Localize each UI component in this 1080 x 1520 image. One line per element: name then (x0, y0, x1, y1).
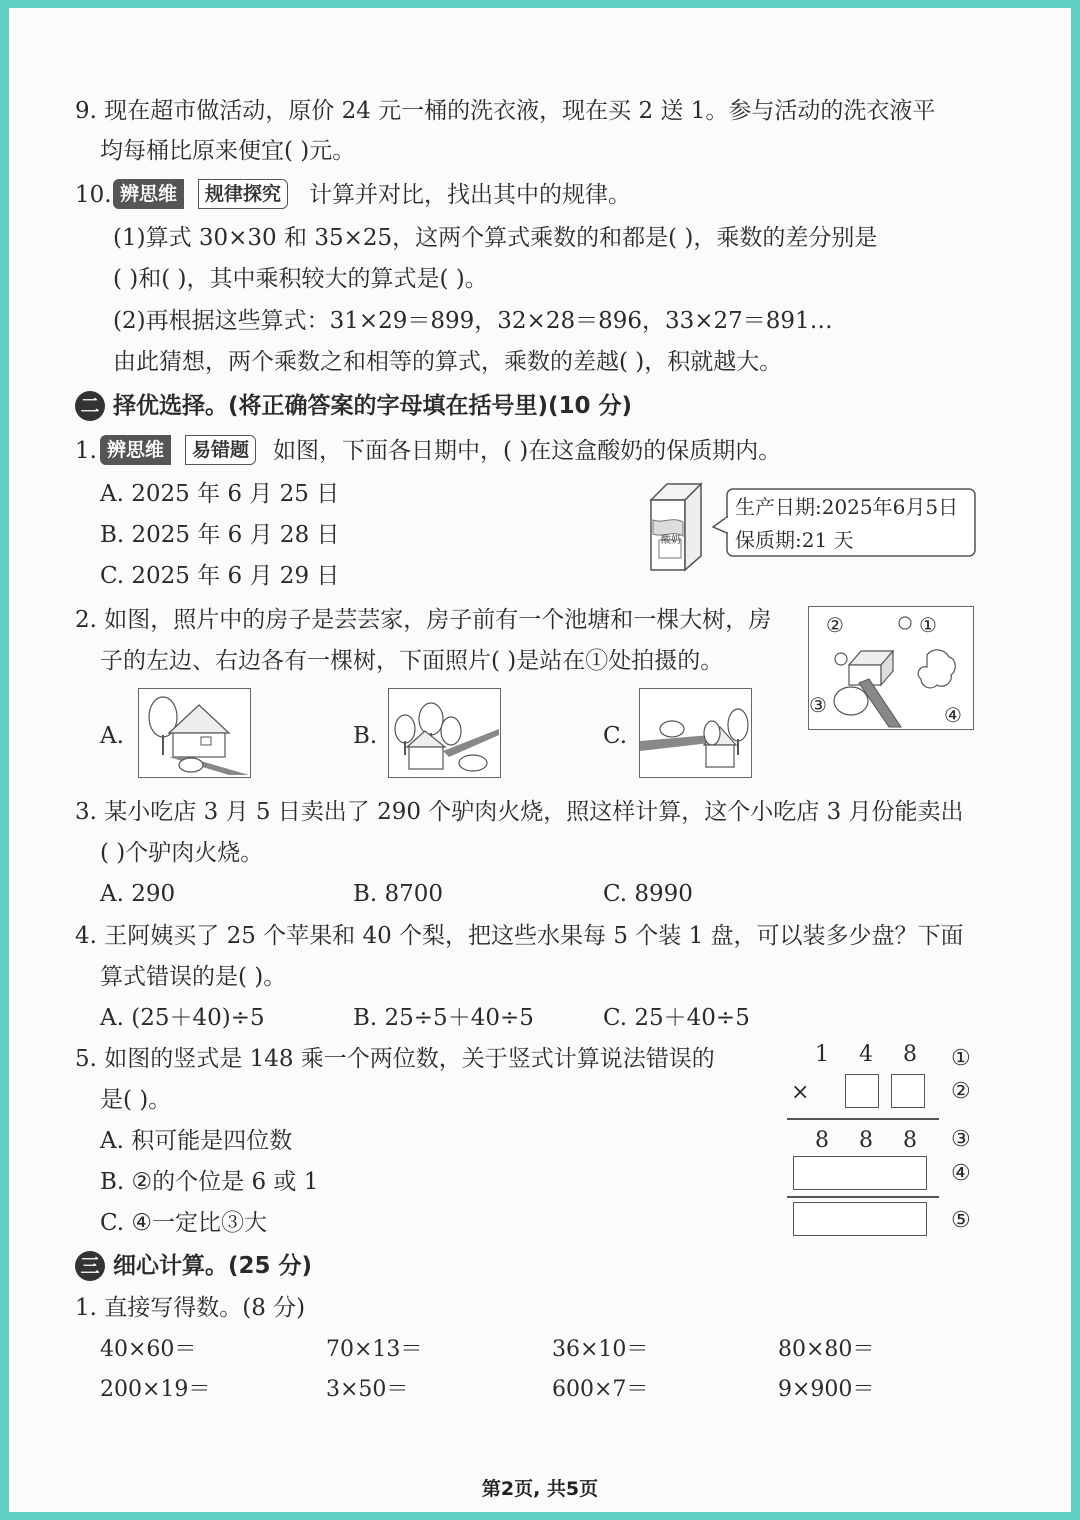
s2q2-line2: 子的左边、右边各有一棵树，下面照片( )是站在①处拍摄的。 (100, 648, 724, 674)
calc-item: 80×80＝ (778, 1337, 875, 1362)
mult-label-5: ⑤ (951, 1208, 971, 1233)
map-mark-3: ③ (809, 693, 827, 717)
mult-label-2: ② (951, 1079, 971, 1104)
mult-divider-2 (787, 1196, 939, 1198)
s2q3-option-a: A. 290 (100, 881, 176, 907)
mult-label-4: ④ (951, 1161, 971, 1186)
q10-tag-pattern: 规律探究 (198, 179, 288, 209)
s2q1-tag-thinking: 辨思维 (100, 435, 171, 465)
mult-mid-digit-2: 8 (859, 1128, 873, 1153)
yogurt-carton-icon (645, 478, 707, 574)
s2q4-option-b: B. 25÷5＋40÷5 (353, 1005, 534, 1031)
calc-item: 3×50＝ (326, 1377, 409, 1402)
q10-part2-line2: 由此猜想，两个乘数之和相等的算式，乘数的差越( )，积就越大。 (113, 349, 783, 375)
s2q4-option-a: A. (25＋40)÷5 (100, 1005, 265, 1031)
mult-times-sign: × (791, 1080, 810, 1105)
section3-number: 三 (75, 1251, 105, 1281)
mult-top-digit-2: 4 (859, 1042, 873, 1067)
calc-item: 40×60＝ (100, 1337, 197, 1362)
mult-top-digit-1: 1 (815, 1042, 829, 1067)
s2q3-option-c: C. 8990 (603, 881, 693, 907)
page-footer: 第2页, 共5页 (481, 1478, 599, 1500)
s2q1-tag-error: 易错题 (185, 435, 256, 465)
s2q4-line1: 4. 王阿姨买了 25 个苹果和 40 个梨，把这些水果每 5 个装 1 盘，可以装多少盘？下面 (75, 923, 964, 949)
mult-label-1: ① (951, 1046, 971, 1071)
s2q3-option-b: B. 8700 (353, 881, 444, 907)
s2q5-line1: 5. 如图的竖式是 148 乘一个两位数，关于竖式计算说法错误的 (75, 1046, 715, 1072)
s2q5-option-a: A. 积可能是四位数 (100, 1128, 293, 1154)
q10-part1-line1: (1)算式 30×30 和 35×25，这两个算式乘数的和都是( )，乘数的差分别是 (113, 225, 878, 251)
map-mark-2: ② (826, 613, 844, 637)
s2q5-option-c: C. ④一定比③大 (100, 1210, 268, 1236)
s2q5-option-b: B. ②的个位是 6 或 1 (100, 1169, 319, 1195)
calc-item: 200×19＝ (100, 1377, 211, 1402)
q10-number: 10. (75, 182, 112, 208)
s2q4-line2: 算式错误的是( )。 (100, 964, 287, 990)
section3-title: 细心计算。(25 分) (113, 1253, 313, 1279)
s2q5-line2: 是( )。 (100, 1087, 172, 1113)
bubble-shelf-life: 保质期:21 天 (735, 528, 854, 552)
carton-label: 酸奶 (661, 535, 681, 546)
s2q3-line1: 3. 某小吃店 3 月 5 日卖出了 290 个驴肉火烧，照这样计算，这个小吃店 3 月份能卖出 (75, 799, 964, 825)
mult-mid-digit-1: 8 (815, 1128, 829, 1153)
q10-part1-line2: ( )和( )，其中乘积较大的算式是( )。 (113, 266, 488, 292)
multiplier-tens-box (845, 1074, 879, 1108)
photo-option-b (388, 688, 501, 778)
mult-divider-1 (787, 1118, 939, 1120)
calc-item: 600×7＝ (552, 1377, 649, 1402)
mult-top-digit-3: 8 (903, 1042, 917, 1067)
photo-option-a (138, 688, 251, 778)
bubble-production-date: 生产日期:2025年6月5日 (735, 495, 959, 519)
map-mark-4: ④ (944, 703, 962, 727)
q10-part2-line1: (2)再根据这些算式：31×29＝899，32×28＝896，33×27＝891… (113, 308, 833, 334)
mult-mid-digit-3: 8 (903, 1128, 917, 1153)
s2q3-line2: ( )个驴肉火烧。 (100, 840, 264, 866)
map-mark-1: ① (919, 613, 937, 637)
q9-line2: 均每桶比原来便宜( )元。 (100, 138, 356, 164)
s2q2-option-c-label: C. (603, 723, 628, 749)
mult-label-3: ③ (951, 1127, 971, 1152)
final-product-box (793, 1202, 927, 1236)
calc-item: 70×13＝ (326, 1337, 423, 1362)
section2-number: 二 (75, 391, 105, 421)
s3q1-title: 1. 直接写得数。(8 分) (75, 1295, 306, 1321)
photo-option-c (639, 688, 752, 778)
s2q1-stem: 如图，下面各日期中，( )在这盒酸奶的保质期内。 (273, 438, 782, 464)
q10-stem: 计算并对比，找出其中的规律。 (309, 182, 631, 208)
s2q1-option-c: C. 2025 年 6 月 29 日 (100, 563, 340, 589)
section2-title: 择优选择。(将正确答案的字母填在括号里)(10 分) (113, 393, 633, 419)
s2q4-option-c: C. 25＋40÷5 (603, 1005, 750, 1031)
q10-tag-thinking: 辨思维 (113, 179, 184, 209)
multiplier-ones-box (891, 1074, 925, 1108)
q9-line1: 9. 现在超市做活动，原价 24 元一桶的洗衣液，现在买 2 送 1。参与活动的洗衣液平 (75, 98, 936, 124)
partial-product-box (793, 1156, 927, 1190)
worksheet-page (9, 8, 1071, 1512)
s2q1-number: 1. (75, 438, 97, 464)
calc-item: 36×10＝ (552, 1337, 649, 1362)
s2q2-option-b-label: B. (353, 723, 378, 749)
calc-item: 9×900＝ (778, 1377, 875, 1402)
s2q2-option-a-label: A. (100, 723, 124, 749)
s2q2-line1: 2. 如图，照片中的房子是芸芸家，房子前有一个池塘和一棵大树，房 (75, 607, 772, 633)
s2q1-option-a: A. 2025 年 6 月 25 日 (100, 481, 340, 507)
s2q1-option-b: B. 2025 年 6 月 28 日 (100, 522, 340, 548)
